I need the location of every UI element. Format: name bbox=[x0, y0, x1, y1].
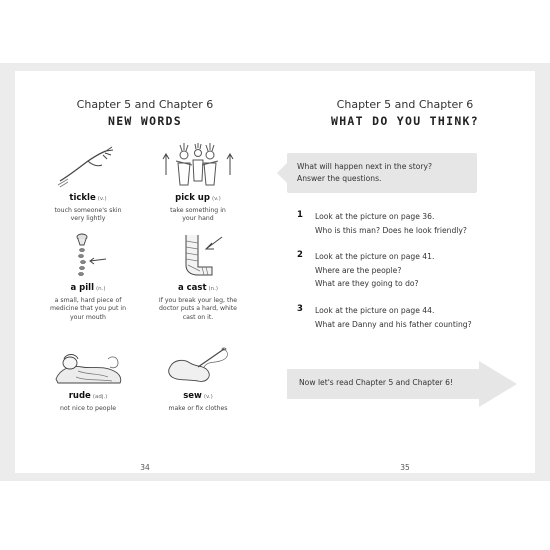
pos-pill: (n.) bbox=[96, 286, 106, 292]
word-card-sew bbox=[143, 339, 253, 413]
pos-cast: (n.) bbox=[208, 286, 219, 292]
leg-cast-icon bbox=[158, 231, 238, 281]
question-line: Look at the picture on page 36. bbox=[315, 212, 435, 221]
definition-rude: not nice to people bbox=[59, 405, 117, 412]
word-pick-up: pick up bbox=[175, 193, 210, 203]
book-spread bbox=[0, 63, 550, 481]
word-tickle: tickle bbox=[69, 193, 96, 203]
read-chapter-banner bbox=[287, 361, 517, 407]
word-card-pick-up bbox=[143, 141, 253, 224]
page-number-right: 35 bbox=[400, 463, 410, 472]
question-line: Look at the picture on page 44. bbox=[315, 306, 435, 315]
pill-dropper-icon bbox=[48, 231, 128, 281]
pos-pick-up: (v.) bbox=[211, 196, 221, 202]
prompt-line-2: Answer the questions. bbox=[297, 173, 382, 183]
sleeping-man-icon bbox=[48, 339, 128, 389]
question-line: Look at the picture on page 41. bbox=[315, 252, 435, 261]
question-line: What are they going to do? bbox=[315, 279, 419, 288]
pos-sew: (v.) bbox=[203, 394, 213, 400]
definition-sew: make or fix clothes bbox=[168, 405, 228, 412]
sewing-needle-icon bbox=[158, 339, 238, 389]
definition-pick-up: take something in your hand bbox=[170, 207, 226, 223]
definition-pill: a small, hard piece of medicine that you put in your mouth bbox=[49, 297, 127, 321]
word-rude: rude bbox=[68, 391, 91, 401]
left-page bbox=[15, 71, 275, 473]
what-do-you-think-title: WHAT DO YOU THINK? bbox=[330, 114, 480, 128]
question-number: 2 bbox=[297, 250, 303, 260]
right-chapter-title: Chapter 5 and Chapter 6 bbox=[336, 98, 474, 111]
question-number: 3 bbox=[297, 304, 303, 314]
banner-text: Now let's read Chapter 5 and Chapter 6! bbox=[299, 378, 454, 387]
question-line: What are Danny and his father counting? bbox=[315, 319, 472, 329]
new-words-title: NEW WORDS bbox=[107, 114, 182, 128]
word-card-cast bbox=[143, 231, 253, 322]
question-line: Who is this man? Does he look friendly? bbox=[315, 225, 467, 235]
definition-cast: If you break your leg, the doctor puts a hard, white cast on it. bbox=[158, 297, 238, 321]
word-card-pill bbox=[33, 231, 143, 322]
definition-tickle: touch someone's skin very lightly bbox=[54, 207, 122, 223]
page-number-left: 34 bbox=[140, 463, 150, 472]
question-line: Where are the people? bbox=[315, 265, 402, 275]
word-sew: sew bbox=[183, 391, 202, 401]
word-pill: a pill bbox=[70, 283, 94, 293]
question-number: 1 bbox=[297, 210, 303, 220]
prompt-line-1: What will happen next in the story? bbox=[297, 162, 433, 171]
word-card-rude bbox=[33, 339, 143, 413]
prompt-speech-box bbox=[287, 153, 477, 193]
word-cast: a cast bbox=[177, 283, 207, 293]
hand-tickle-icon bbox=[48, 141, 128, 191]
scarecrows-icon bbox=[158, 141, 238, 191]
pos-tickle: (v.) bbox=[97, 196, 107, 202]
left-chapter-title: Chapter 5 and Chapter 6 bbox=[76, 98, 214, 111]
right-page bbox=[275, 71, 535, 473]
pos-rude: (adj.) bbox=[92, 394, 108, 400]
word-card-tickle bbox=[33, 141, 143, 224]
